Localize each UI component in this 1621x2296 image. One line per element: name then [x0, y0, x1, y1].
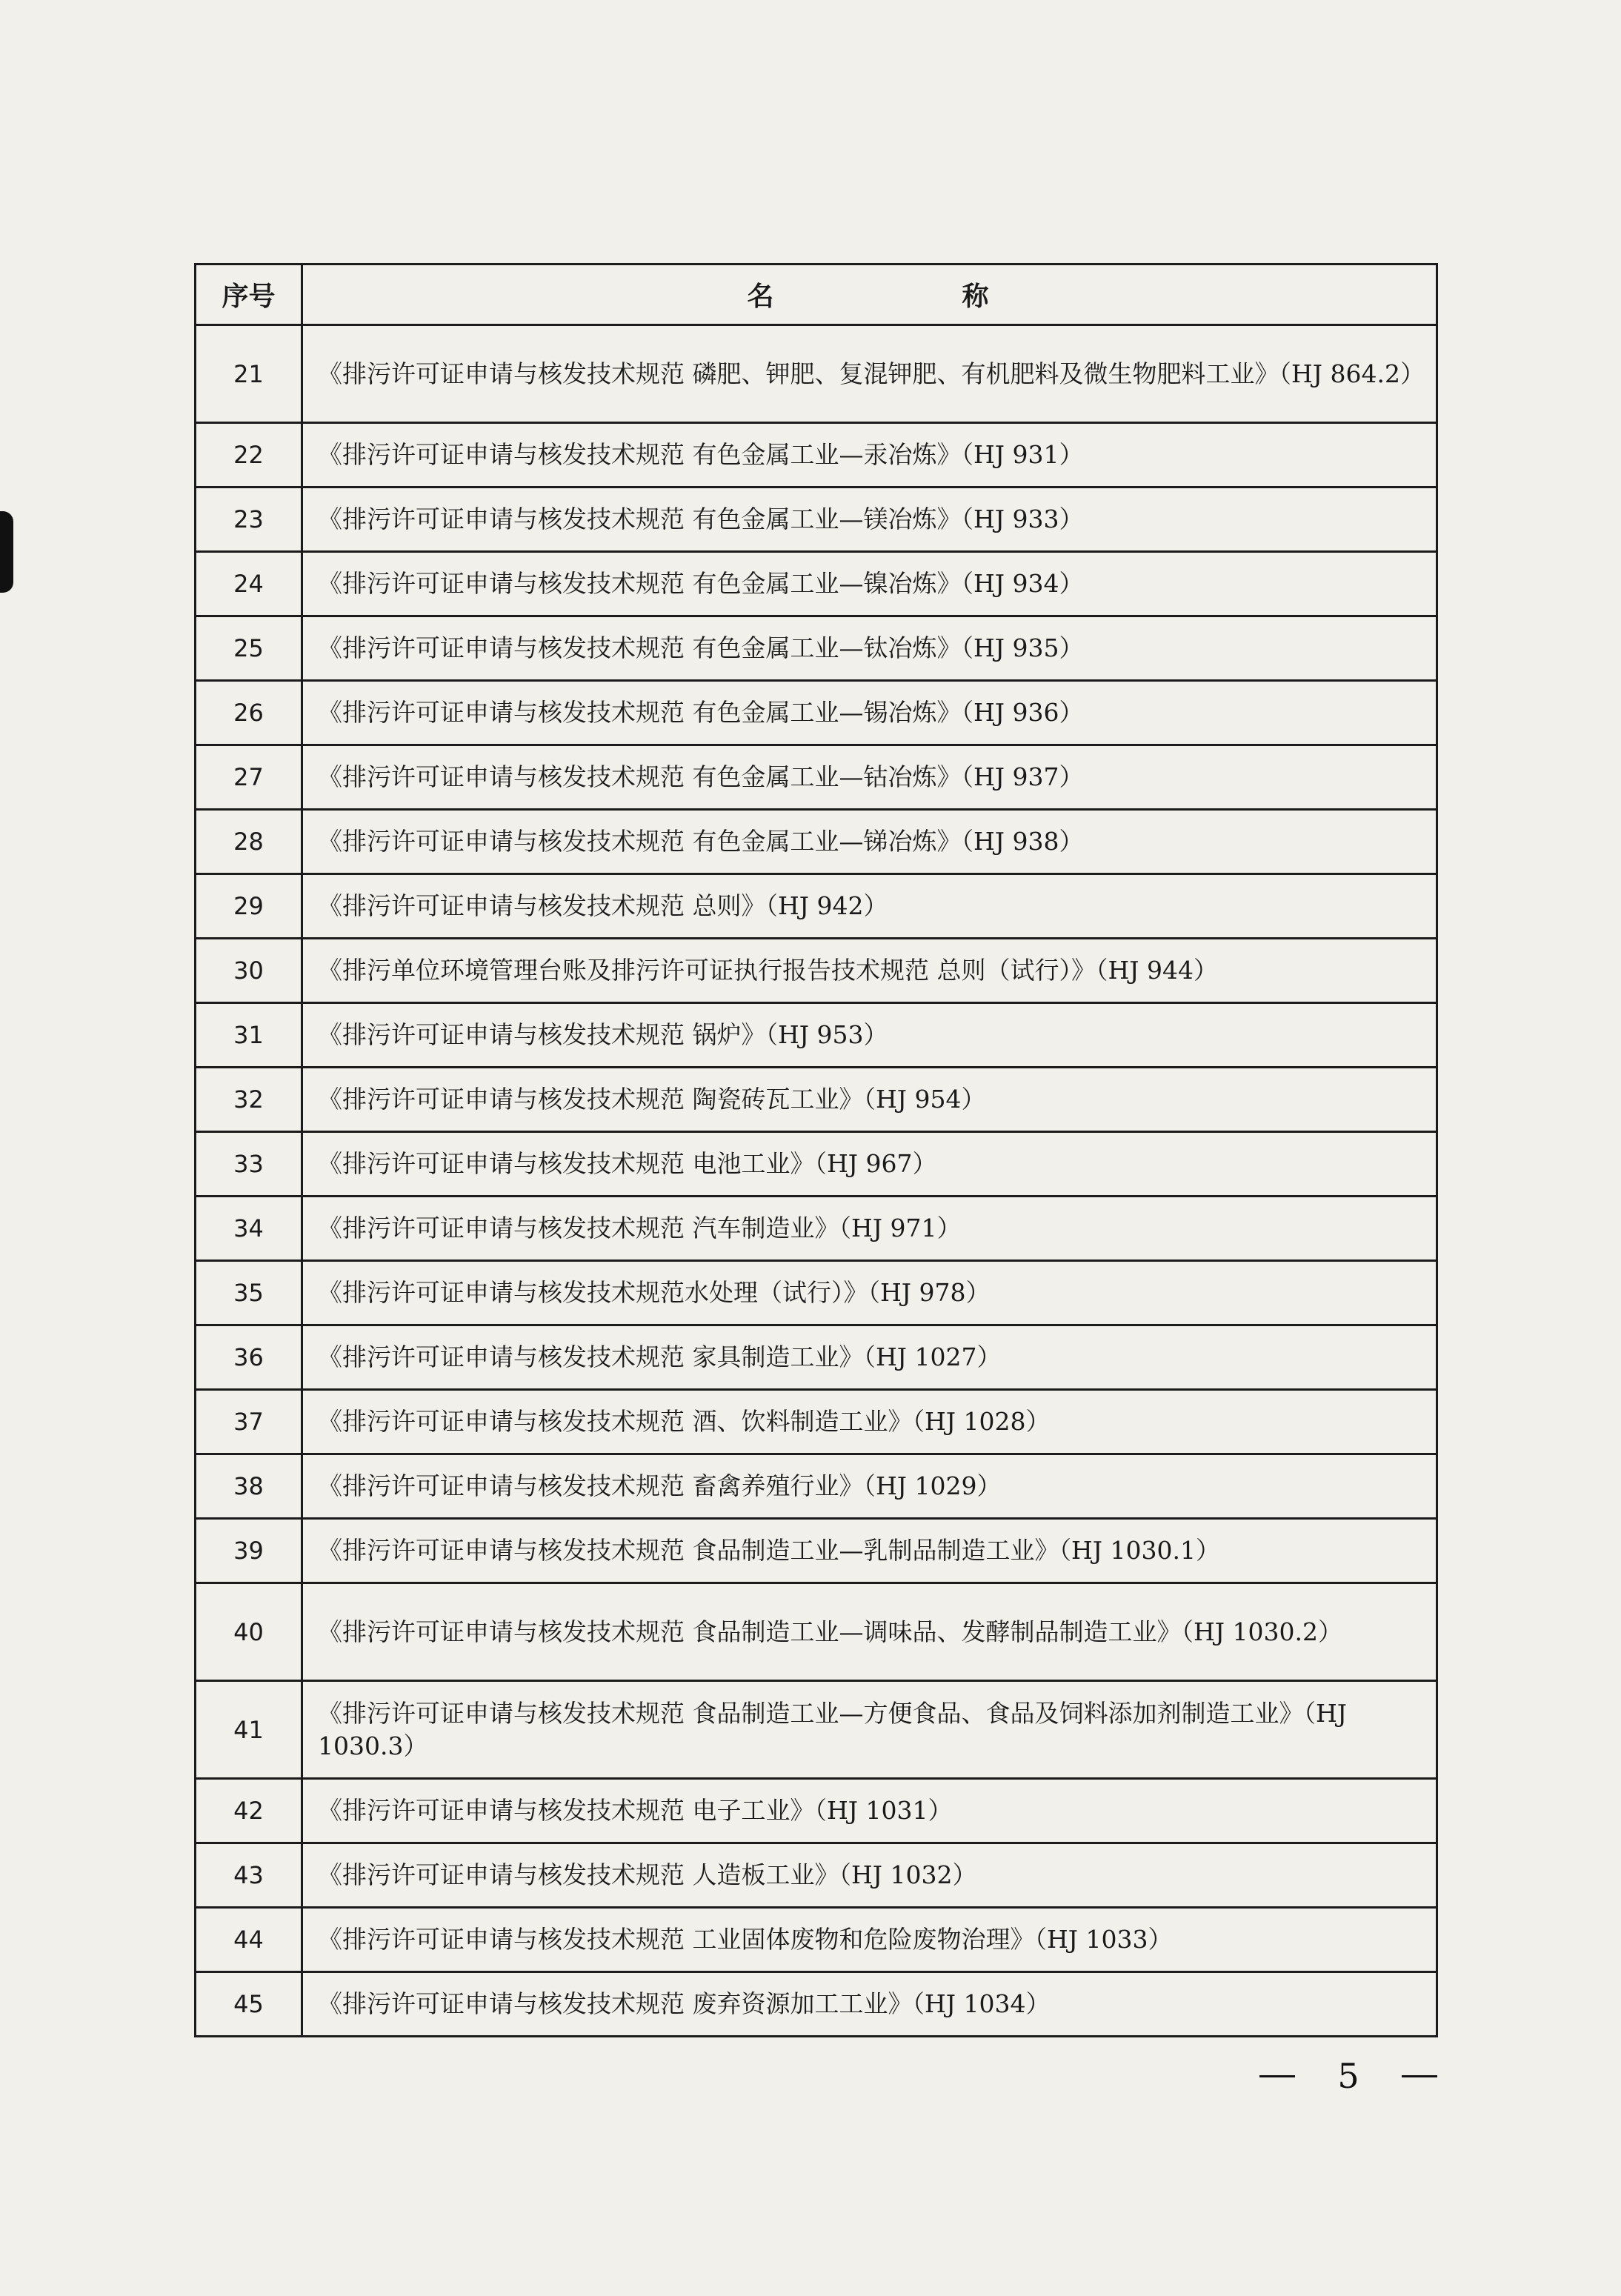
table-row	[196, 1681, 1437, 1779]
table-row	[196, 325, 1437, 423]
table-row	[196, 552, 1437, 616]
table-row	[196, 616, 1437, 681]
row-name: 《排污许可证申请与核发技术规范水处理（试行）》（HJ 978）	[302, 1261, 1437, 1325]
row-number: 40	[196, 1583, 302, 1681]
header-index: 序号	[196, 264, 302, 325]
row-number: 36	[196, 1325, 302, 1390]
row-name: 《排污许可证申请与核发技术规范 食品制造工业—方便食品、食品及饲料添加剂制造工业》（HJ 1030.3）	[302, 1681, 1437, 1779]
row-number: 29	[196, 874, 302, 939]
row-number: 34	[196, 1197, 302, 1261]
row-name: 《排污许可证申请与核发技术规范 电子工业》（HJ 1031）	[302, 1779, 1437, 1843]
row-name: 《排污许可证申请与核发技术规范 工业固体废物和危险废物治理》（HJ 1033）	[302, 1908, 1437, 1972]
footer-dash-left	[1259, 2075, 1295, 2077]
row-name: 《排污许可证申请与核发技术规范 有色金属工业—镍冶炼》（HJ 934）	[302, 552, 1437, 616]
row-name: 《排污许可证申请与核发技术规范 家具制造工业》（HJ 1027）	[302, 1325, 1437, 1390]
row-number: 44	[196, 1908, 302, 1972]
row-name: 《排污许可证申请与核发技术规范 食品制造工业—乳制品制造工业》（HJ 1030.1）	[302, 1519, 1437, 1583]
row-name: 《排污许可证申请与核发技术规范 有色金属工业—镁冶炼》（HJ 933）	[302, 488, 1437, 552]
footer-dash-right	[1402, 2075, 1437, 2077]
table-row	[196, 874, 1437, 939]
table-row	[196, 745, 1437, 810]
row-name: 《排污许可证申请与核发技术规范 汽车制造业》（HJ 971）	[302, 1197, 1437, 1261]
row-number: 32	[196, 1068, 302, 1132]
row-name: 《排污许可证申请与核发技术规范 有色金属工业—钴冶炼》（HJ 937）	[302, 745, 1437, 810]
row-number: 21	[196, 325, 302, 423]
row-name: 《排污许可证申请与核发技术规范 废弃资源加工工业》（HJ 1034）	[302, 1972, 1437, 2037]
row-name: 《排污许可证申请与核发技术规范 酒、饮料制造工业》（HJ 1028）	[302, 1390, 1437, 1454]
table-row	[196, 1132, 1437, 1197]
row-number: 24	[196, 552, 302, 616]
row-number: 39	[196, 1519, 302, 1583]
scan-edge-mark	[0, 511, 13, 593]
table-row	[196, 1390, 1437, 1454]
table-row	[196, 1583, 1437, 1681]
table-header-row	[196, 264, 1437, 325]
row-name: 《排污许可证申请与核发技术规范 锅炉》（HJ 953）	[302, 1003, 1437, 1068]
row-name: 《排污许可证申请与核发技术规范 有色金属工业—钛冶炼》（HJ 935）	[302, 616, 1437, 681]
header-name-part1: 名	[747, 282, 777, 312]
row-number: 27	[196, 745, 302, 810]
row-name: 《排污许可证申请与核发技术规范 总则》（HJ 942）	[302, 874, 1437, 939]
header-name-part2: 称	[962, 282, 992, 312]
row-name: 《排污许可证申请与核发技术规范 磷肥、钾肥、复混钾肥、有机肥料及微生物肥料工业》（HJ 864.2）	[302, 325, 1437, 423]
table-row	[196, 1197, 1437, 1261]
row-number: 23	[196, 488, 302, 552]
row-number: 31	[196, 1003, 302, 1068]
table-row	[196, 810, 1437, 874]
row-name: 《排污许可证申请与核发技术规范 有色金属工业—汞冶炼》（HJ 931）	[302, 423, 1437, 488]
row-name: 《排污许可证申请与核发技术规范 有色金属工业—锡冶炼》（HJ 936）	[302, 681, 1437, 745]
table-row	[196, 1843, 1437, 1908]
table-row	[196, 1972, 1437, 2037]
page-number: 5	[1337, 2056, 1359, 2096]
row-name: 《排污许可证申请与核发技术规范 人造板工业》（HJ 1032）	[302, 1843, 1437, 1908]
table-row	[196, 939, 1437, 1003]
row-number: 37	[196, 1390, 302, 1454]
row-number: 42	[196, 1779, 302, 1843]
standards-table	[194, 263, 1438, 2037]
table-row	[196, 1068, 1437, 1132]
row-number: 43	[196, 1843, 302, 1908]
table-row	[196, 423, 1437, 488]
table-row	[196, 681, 1437, 745]
row-number: 38	[196, 1454, 302, 1519]
row-number: 22	[196, 423, 302, 488]
table-row	[196, 1519, 1437, 1583]
table-row	[196, 1908, 1437, 1972]
table-row	[196, 488, 1437, 552]
row-number: 41	[196, 1681, 302, 1779]
row-number: 25	[196, 616, 302, 681]
row-number: 26	[196, 681, 302, 745]
page-number-footer	[1259, 2056, 1437, 2096]
row-number: 33	[196, 1132, 302, 1197]
row-name: 《排污许可证申请与核发技术规范 畜禽养殖行业》（HJ 1029）	[302, 1454, 1437, 1519]
row-number: 30	[196, 939, 302, 1003]
row-number: 28	[196, 810, 302, 874]
table-row	[196, 1454, 1437, 1519]
row-name: 《排污许可证申请与核发技术规范 电池工业》（HJ 967）	[302, 1132, 1437, 1197]
table-row	[196, 1779, 1437, 1843]
table-row	[196, 1325, 1437, 1390]
row-name: 《排污许可证申请与核发技术规范 陶瓷砖瓦工业》（HJ 954）	[302, 1068, 1437, 1132]
row-name: 《排污许可证申请与核发技术规范 食品制造工业—调味品、发酵制品制造工业》（HJ 1030.2）	[302, 1583, 1437, 1681]
row-name: 《排污许可证申请与核发技术规范 有色金属工业—锑冶炼》（HJ 938）	[302, 810, 1437, 874]
row-number: 45	[196, 1972, 302, 2037]
row-number: 35	[196, 1261, 302, 1325]
header-name	[302, 264, 1437, 325]
table-row	[196, 1261, 1437, 1325]
table-row	[196, 1003, 1437, 1068]
row-name: 《排污单位环境管理台账及排污许可证执行报告技术规范 总则（试行）》（HJ 944）	[302, 939, 1437, 1003]
